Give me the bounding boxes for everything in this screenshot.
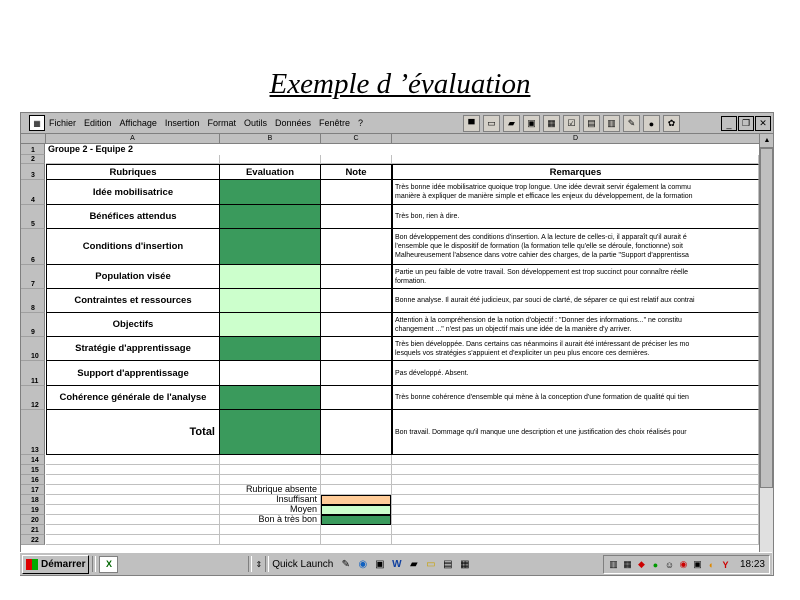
remarque-line: Bon travail. Dommage qu'il manque une description et une justification des choix réalisés pour <box>395 428 687 436</box>
header-note[interactable]: Note <box>321 164 392 180</box>
cell[interactable] <box>392 155 759 164</box>
rubrique-cell[interactable]: Cohérence générale de l'analyse <box>46 386 220 410</box>
tray-icon-7[interactable]: ▣ <box>693 559 702 569</box>
legend-label: Moyen <box>289 504 317 514</box>
tray-icon-5[interactable]: ☺ <box>664 559 675 570</box>
rubrique-cell[interactable]: Stratégie d'apprentissage <box>46 337 220 361</box>
remarque-line: lesquels vos stratégies s'appuient et d'expliciter un peu plus encore ces dernières. <box>395 349 650 357</box>
row-header[interactable]: 22 <box>21 535 45 545</box>
cell[interactable] <box>46 155 220 164</box>
row-header[interactable]: 12 <box>21 386 45 410</box>
cell[interactable] <box>46 505 220 515</box>
rubrique-cell[interactable]: Objectifs <box>46 313 220 337</box>
menu-outils[interactable]: Outils <box>243 118 267 128</box>
remarque-cell[interactable] <box>392 289 759 313</box>
remarque-line: Partie un peu faible de votre travail. Son développement est trop succinct pour connaître réelle <box>395 268 689 276</box>
menu-insertion[interactable]: Insertion <box>164 118 200 128</box>
cell[interactable] <box>46 485 220 495</box>
cell[interactable] <box>321 465 392 475</box>
cell[interactable] <box>46 475 220 485</box>
remarque-line: Très bonne cohérence d'ensemble qui mène à la conception d'une formation de qualité qui tien <box>395 394 689 401</box>
cell[interactable] <box>46 525 220 535</box>
tray-icon-1[interactable]: ▥ <box>609 559 618 569</box>
tray-icon-8[interactable]: ◐ <box>708 559 715 570</box>
evaluation-cell[interactable] <box>220 410 321 455</box>
desktop-icon[interactable]: ▣ <box>375 558 385 570</box>
form-icon[interactable]: ▤ <box>583 115 600 132</box>
note-cell[interactable] <box>321 337 392 361</box>
note-cell[interactable] <box>321 229 392 265</box>
row-header[interactable]: 4 <box>21 180 45 205</box>
remarque-cell[interactable] <box>392 229 759 265</box>
palette-icon[interactable]: ▀ <box>463 115 480 132</box>
tray-icon-6[interactable]: ◉ <box>679 559 688 569</box>
evaluation-cell[interactable] <box>220 337 321 361</box>
evaluation-cell[interactable] <box>220 386 321 410</box>
explorer-icon[interactable]: ▰ <box>409 558 418 570</box>
legend-swatch <box>321 515 391 525</box>
column-header-c[interactable]: C <box>321 134 392 144</box>
remarque-cell[interactable] <box>392 337 759 361</box>
remarque-cell[interactable] <box>392 265 759 289</box>
cell[interactable] <box>220 465 321 475</box>
toolbar-icons <box>463 115 680 132</box>
sheet-title-cell[interactable]: Groupe 2 - Equipe 2 <box>48 144 134 154</box>
remarque-cell[interactable] <box>392 205 759 229</box>
cell[interactable] <box>46 455 220 465</box>
header-rubriques[interactable]: Rubriques <box>46 164 220 180</box>
row-header[interactable]: 15 <box>21 465 45 475</box>
row-header[interactable]: 13 <box>21 410 45 455</box>
taskbar <box>20 552 772 575</box>
tray-icon-3[interactable]: ◆ <box>638 559 645 569</box>
note-cell[interactable] <box>321 386 392 410</box>
header-remarques[interactable]: Remarques <box>392 164 759 180</box>
rubrique-cell[interactable]: Total <box>46 410 220 455</box>
window-icon[interactable]: ▭ <box>483 115 500 132</box>
row-header[interactable]: 14 <box>21 455 45 465</box>
restore-icon[interactable]: ❐ <box>738 116 754 131</box>
remarque-line: Très bon, rien à dire. <box>395 213 460 220</box>
cell[interactable] <box>392 455 759 465</box>
excel-window <box>20 112 774 576</box>
remarque-cell[interactable] <box>392 180 759 205</box>
note-cell[interactable] <box>321 265 392 289</box>
row-header[interactable]: 7 <box>21 265 45 289</box>
remarque-line: l'ensemble que le dispositif de formation (la formation telle qu'elle se déroule, fonctionne) soit <box>395 243 683 250</box>
folder-icon[interactable]: ▭ <box>426 558 436 570</box>
cell[interactable] <box>321 525 392 535</box>
column-header-b[interactable]: B <box>220 134 321 144</box>
help-icon[interactable]: ● <box>643 115 660 132</box>
window-controls <box>721 116 771 131</box>
cell[interactable] <box>392 465 759 475</box>
cell[interactable] <box>321 485 392 495</box>
start-button[interactable]: Démarrer <box>22 555 89 574</box>
evaluation-cell[interactable] <box>220 289 321 313</box>
row-header[interactable]: 9 <box>21 313 45 337</box>
menu-fichier[interactable]: Fichier <box>49 118 77 128</box>
evaluation-cell[interactable] <box>220 313 321 337</box>
row-header[interactable]: 16 <box>21 475 45 485</box>
note-cell[interactable] <box>321 410 392 455</box>
row-header[interactable]: 6 <box>21 229 45 265</box>
menu-bar <box>21 113 773 134</box>
rubrique-cell[interactable]: Idée mobilisatrice <box>46 180 220 205</box>
remarque-cell[interactable] <box>392 386 759 410</box>
evaluation-cell[interactable] <box>220 205 321 229</box>
cell[interactable] <box>321 155 392 164</box>
row-header[interactable]: 19 <box>21 505 45 515</box>
quick-launch-arrows-icon[interactable]: ⇕ <box>255 559 263 569</box>
grid-icon[interactable]: ▦ <box>543 115 560 132</box>
select-all-corner[interactable] <box>21 134 46 144</box>
remarque-line: Attention à la compréhension de la notion d'objectif : "Donner des informations..." ne constitu <box>395 316 682 324</box>
remarque-cell[interactable] <box>392 361 759 386</box>
rubrique-cell[interactable]: Contraintes et ressources <box>46 289 220 313</box>
row-header[interactable]: 8 <box>21 289 45 313</box>
column-header-d[interactable]: D <box>392 134 760 144</box>
scroll-thumb[interactable] <box>760 148 773 488</box>
note-cell[interactable] <box>321 180 392 205</box>
cell[interactable] <box>220 525 321 535</box>
row-header[interactable]: 17 <box>21 485 45 495</box>
note-cell[interactable] <box>321 361 392 386</box>
row-header[interactable]: 1 <box>21 144 45 155</box>
cell[interactable] <box>46 465 220 475</box>
chart-icon[interactable]: ▥ <box>603 115 620 132</box>
row-header[interactable]: 2 <box>21 155 45 164</box>
menu-fenetre[interactable]: Fenêtre <box>319 118 351 128</box>
remarque-line: Très bonne idée mobilisatrice quoique trop longue. Une idée devrait servir également la commu <box>395 184 691 191</box>
menu-affichage[interactable]: Affichage <box>119 118 157 128</box>
row-header[interactable]: 18 <box>21 495 45 505</box>
legend-label: Bon à très bon <box>258 514 317 524</box>
quick-launch-icons <box>339 558 471 571</box>
vertical-scrollbar[interactable] <box>759 134 774 575</box>
tray-icon-2[interactable]: ▦ <box>623 559 632 569</box>
cell[interactable] <box>392 495 759 505</box>
row-header[interactable]: 20 <box>21 515 45 525</box>
cell[interactable] <box>46 515 220 525</box>
evaluation-cell[interactable] <box>220 265 321 289</box>
header-evaluation[interactable]: Evaluation <box>220 164 321 180</box>
pencil-icon[interactable]: ✎ <box>623 115 640 132</box>
legend-label: Rubrique absente <box>245 484 317 494</box>
edit-icon[interactable]: ✎ <box>341 558 351 570</box>
remarque-line: formation. <box>395 277 427 285</box>
cell[interactable] <box>321 535 392 545</box>
legend-swatch <box>321 505 391 515</box>
remarque-cell[interactable] <box>392 410 759 455</box>
remarque-line: Bon développement des conditions d'insertion. A la lecture de celles-ci, il apparaît qu'il aurait é <box>395 234 687 241</box>
checkbox-icon[interactable]: ☑ <box>563 115 580 132</box>
cell[interactable] <box>392 535 759 545</box>
remarque-line: manière à expliquer de manière simple et efficace les enjeux du développement, de la formation <box>395 193 693 200</box>
cell[interactable] <box>392 525 759 535</box>
tray-icon-9[interactable]: Y <box>722 559 729 570</box>
cell[interactable] <box>321 455 392 465</box>
scroll-up-icon[interactable]: ▲ <box>760 134 774 148</box>
cell[interactable] <box>392 485 759 495</box>
menu-edition[interactable]: Edition <box>84 118 112 128</box>
folder-icon[interactable]: ▰ <box>503 115 520 132</box>
clock[interactable]: 18:23 <box>739 559 765 570</box>
cell[interactable] <box>46 535 220 545</box>
tray-icon-4[interactable]: ● <box>652 559 659 570</box>
evaluation-cell[interactable] <box>220 361 321 386</box>
word-icon[interactable]: W <box>392 558 402 570</box>
cell[interactable] <box>392 505 759 515</box>
evaluation-cell[interactable] <box>220 229 321 265</box>
remarque-line: Pas développé. Absent. <box>395 369 469 377</box>
legend-label: Insuffisant <box>276 494 317 504</box>
rubrique-cell[interactable]: Conditions d'insertion <box>46 229 220 265</box>
menu-donnees[interactable]: Données <box>274 118 312 128</box>
note-cell[interactable] <box>321 313 392 337</box>
rubrique-cell[interactable]: Support d'apprentissage <box>46 361 220 386</box>
slide-title: Exemple d ’évaluation <box>269 68 531 100</box>
browser-icon[interactable]: ◉ <box>358 558 368 570</box>
remarque-line: Malheureusement l'absence dans votre cahier des charges, de la partie "Support d'apprentissa <box>395 252 689 259</box>
minimize-icon[interactable]: _ <box>721 116 737 131</box>
remarque-line: Très bien développée. Dans certains cas néanmoins il aurait été intéressant de préciser les mo <box>395 340 690 348</box>
extra-icon[interactable]: ▦ <box>460 558 470 570</box>
document-icon[interactable]: ▦ <box>29 115 45 131</box>
cell[interactable] <box>392 515 759 525</box>
remarque-cell[interactable] <box>392 313 759 337</box>
row-header[interactable]: 3 <box>21 164 45 180</box>
cell[interactable] <box>220 535 321 545</box>
cell[interactable] <box>220 155 321 164</box>
cell[interactable] <box>46 495 220 505</box>
row-header[interactable]: 5 <box>21 205 45 229</box>
menu-aide[interactable]: ? <box>358 118 364 128</box>
quick-launch-label: Quick Launch <box>272 558 334 570</box>
legend-swatch <box>321 495 391 505</box>
note-cell[interactable] <box>321 205 392 229</box>
note-cell[interactable] <box>321 289 392 313</box>
remarque-line: Bonne analyse. Il aurait été judicieux, par souci de clarté, de séparer ce qui est relatif aux contrai <box>395 297 695 304</box>
rubrique-cell[interactable]: Bénéfices attendus <box>46 205 220 229</box>
cell[interactable] <box>220 455 321 465</box>
row-header[interactable]: 21 <box>21 525 45 535</box>
windows-logo-icon <box>26 559 38 570</box>
network-icon[interactable]: ▤ <box>443 558 453 570</box>
tools-icon[interactable]: ✿ <box>663 115 680 132</box>
excel-task-icon[interactable]: X <box>99 556 118 573</box>
evaluation-cell[interactable] <box>220 180 321 205</box>
menu-format[interactable]: Format <box>207 118 236 128</box>
cell[interactable] <box>321 475 392 485</box>
column-header-a[interactable]: A <box>46 134 220 144</box>
cell[interactable] <box>392 475 759 485</box>
system-tray <box>603 555 770 574</box>
row-header[interactable]: 11 <box>21 361 45 386</box>
network-icon[interactable]: ▣ <box>523 115 540 132</box>
remarque-line: changement ..." n'est pas un objectif mais une idée de la manière d'y arriver. <box>395 325 632 333</box>
row-header[interactable]: 10 <box>21 337 45 361</box>
rubrique-cell[interactable]: Population visée <box>46 265 220 289</box>
close-icon[interactable]: ✕ <box>755 116 771 131</box>
